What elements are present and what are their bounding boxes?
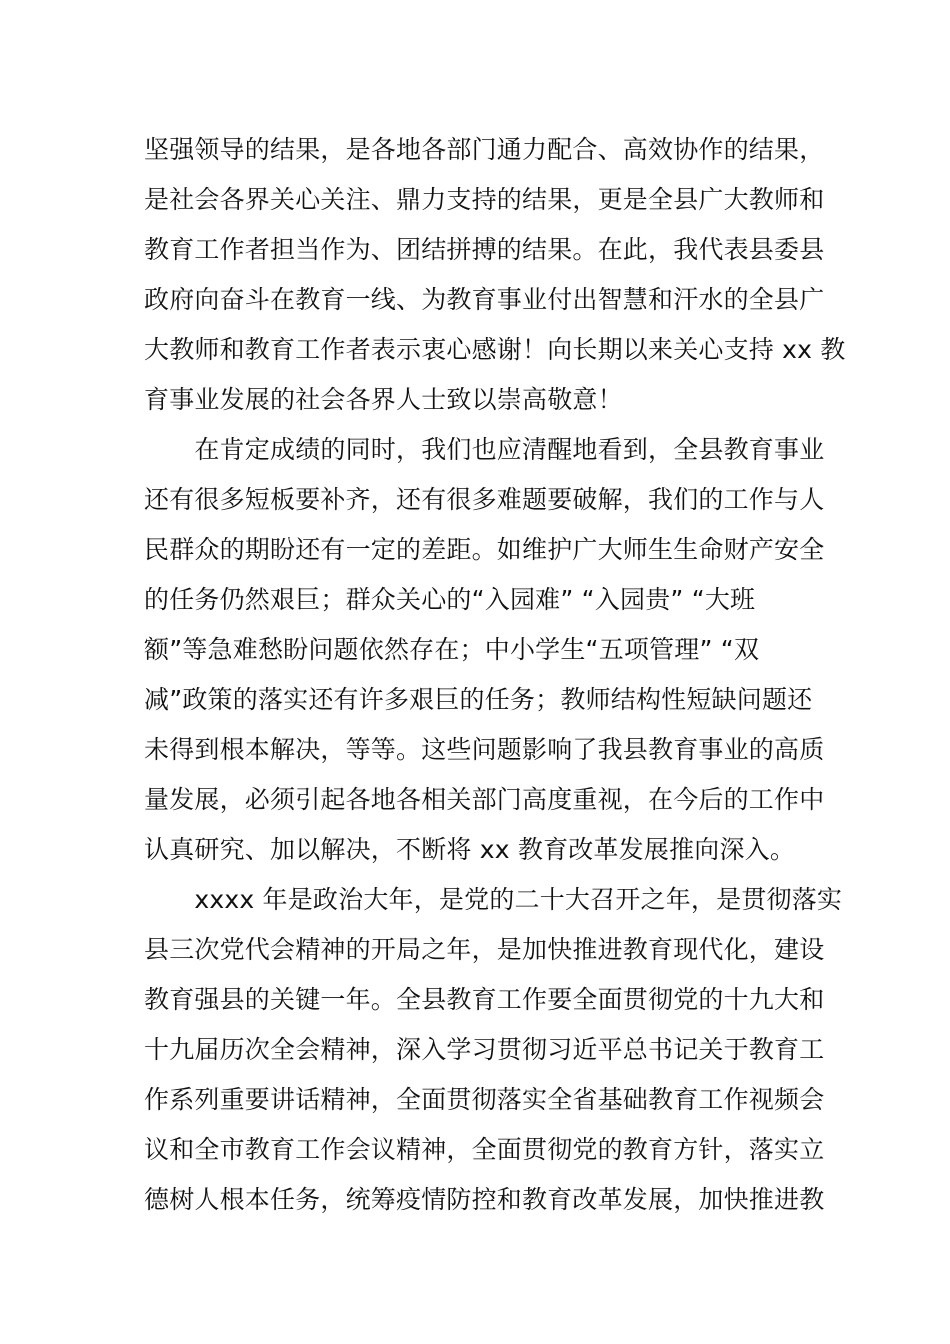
text-line: 未得到根本解决，等等。这些问题影响了我县教育事业的高质 <box>144 735 825 764</box>
text-line: 教育工作者担当作为、团结拼搏的结果。在此，我代表县委县 <box>144 235 825 264</box>
text-line: 是社会各界关心关注、鼎力支持的结果，更是全县广大教师和 <box>144 185 825 214</box>
text-line: 县三次党代会精神的开局之年，是加快推进教育现代化，建设 <box>144 935 825 964</box>
text-line: 政府向奋斗在教育一线、为教育事业付出智慧和汗水的全县广 <box>144 285 825 314</box>
text-line: 议和全市教育工作会议精神，全面贯彻党的教育方针，落实立 <box>144 1135 825 1164</box>
text-line: 育事业发展的社会各界人士致以崇高敬意！ <box>144 385 623 414</box>
text-line: 民群众的期盼还有一定的差距。如维护广大师生生命财产安全 <box>144 535 825 564</box>
text-line: 额”等急难愁盼问题依然存在；中小学生“五项管理” “双 <box>144 635 760 664</box>
text-line: 坚强领导的结果，是各地各部门通力配合、高效协作的结果， <box>144 135 825 164</box>
text-line: 大教师和教育工作者表示衷心感谢！向长期以来关心支持 xx 教 <box>144 335 846 364</box>
text-line: 减”政策的落实还有许多艰巨的任务；教师结构性短缺问题还 <box>144 685 813 714</box>
text-line: 十九届历次全会精神，深入学习贯彻习近平总书记关于教育工 <box>144 1035 825 1064</box>
text-line: 认真研究、加以解决，不断将 xx 教育改革发展推向深入。 <box>144 835 796 864</box>
text-line: 作系列重要讲话精神，全面贯彻落实全省基础教育工作视频会 <box>144 1085 825 1114</box>
text-line: 教育强县的关键一年。全县教育工作要全面贯彻党的十九大和 <box>144 985 825 1014</box>
text-line: 还有很多短板要补齐，还有很多难题要破解，我们的工作与人 <box>144 485 825 514</box>
text-line: xxxx 年是政治大年，是党的二十大召开之年，是贯彻落实 <box>144 885 843 914</box>
text-line: 德树人根本任务，统筹疫情防控和教育改革发展，加快推进教 <box>144 1185 825 1214</box>
text-line: 在肯定成绩的同时，我们也应清醒地看到，全县教育事业 <box>144 435 825 464</box>
text-line: 的任务仍然艰巨；群众关心的“入园难” “入园贵” “大班 <box>144 585 756 614</box>
text-line: 量发展，必须引起各地各相关部门高度重视，在今后的工作中 <box>144 785 825 814</box>
